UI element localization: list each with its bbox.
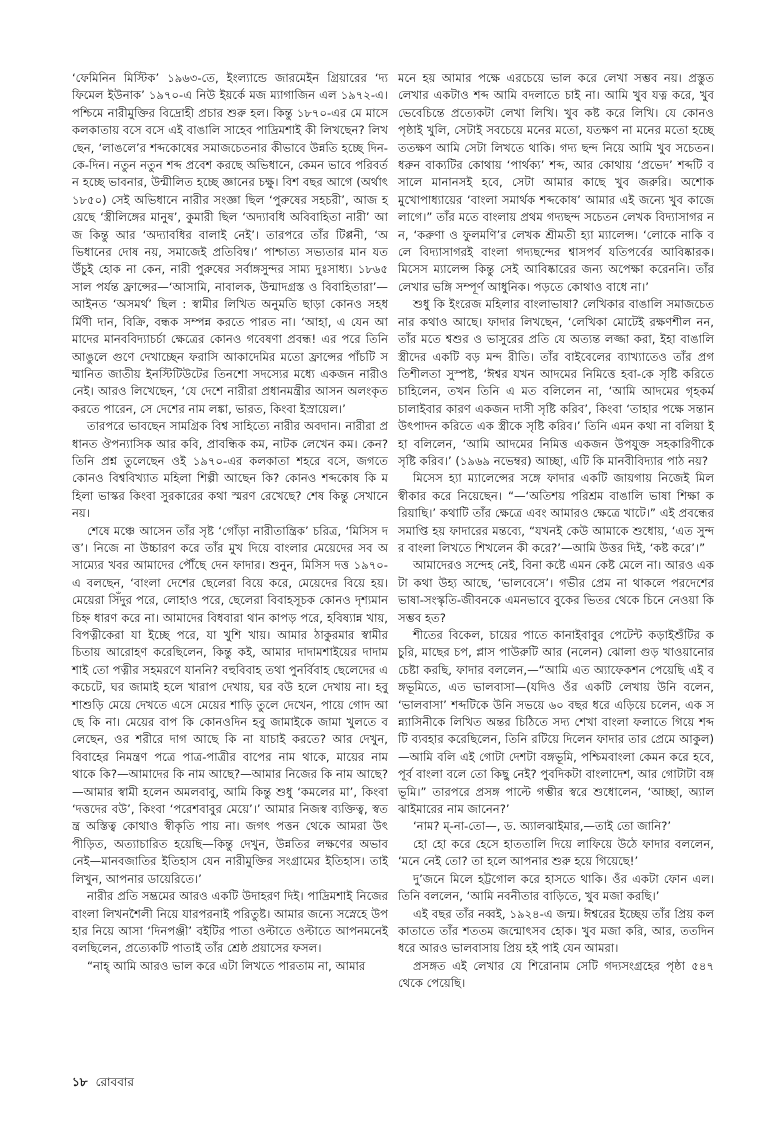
paragraph: মিসেস হ্যা ম্যালেন্সের সঙ্গে ফাদার একটি জায়গায় নিজেই মিল স্বীকার করে নিয়েছেন। “—‘অতিশয় পরিশ্রম বাঙালি ভাষা শিক্ষা করিয়াছি।’ কথাটি তাঁর ক্ষেত্রে এবং আমারও ক্ষেত্রে খাটে।” এই প্রবন্ধের সমাপ্তি হয় ফাদারের মন্তব্যে, “যখনই কেউ আমাকে শুধোয়, ‘এত সুন্দর বাংলা লিখতে শিখলেন কী করে?’—আমি উত্তর দিই, ‘কষ্ট করে’।” <box>398 471 714 555</box>
paragraph: শীতের বিকেল, চায়ের পাতে কানাইবাবুর পেটেন্ট কড়াইশুঁটির কচুরি, মাছের চপ, প্লাস পাউরুটি আর (নলেন) ঝোলা গুড় খাওয়ানোর চেষ্টা করছি, ফাদার বললেন,—“আমি এত অ্যাফেকশন পেয়েছি এই বঙ্গভূমিতে, এত ভালবাসা—(যদিও ওঁর একটি লেখায় উনি বলেন, ‘ভালবাসা’ শব্দটিকে উনি সভয়ে ৬০ বছর ধরে এড়িয়ে চলেন, এক সন্ন্যাসিনীকে লিখিত অন্তর চিঠিতে সদ্য শেখা বাংলা ফলাতে গিয়ে শব্দটি ব্যবহার করেছিলেন, তিনি রটিয়ে দিলেন ফাদার তার প্রেমে আকুল)—আমি বলি এই গোটা দেশটা বঙ্গভূমি, পশ্চিমবাংলা কেমন করে হবে, পূর্ব বাংলা বলে তো কিছু নেই? পুবদিকটা বাংলাদেশ, আর গোটাটা বঙ্গভূমি।” তারপরে প্রসঙ্গ পাল্টে গম্ভীর স্বরে শুধোলেন, ‘আচ্ছা, অ্যালঝাইমারের নাম জানেন?’ <box>398 628 714 817</box>
paragraph: তারপরে ভাবছেন সামগ্রিক বিশ্ব সাহিত্যে নারীর অবদান। নারীরা প্রধানত ঔপন্যাসিক আর কবি, প্রাবন্ধিক কম, নাটক লেখেন কম। কেন? তিনি প্রশ্ন তুলেছেন ওই ১৯৭০-এর কলকাতা শহরে বসে, জগতে কোনও বিশ্ববিখ্যাত মহিলা শিল্পী আছেন কি? কোনও শব্দকোষ কি মহিলা ভাস্কর কিংবা সুরকারের কথা স্মরণ রেখেছে? শেষ কিন্তু সেখানে নয়। <box>72 419 388 521</box>
paragraph: দু’জনে মিলে হট্টগোল করে হাসতে থাকি। ওঁর একটা ফোন এল। তিনি বললেন, ‘আমি নবনীতার বাড়িতে, খুব মজা করছি।’ <box>398 871 714 904</box>
paragraph: প্রসঙ্গত এই লেখার যে শিরোনাম সেটি গদ্যসংগ্রহের পৃষ্ঠা ৫৪৭ থেকে পেয়েছি। <box>398 958 714 991</box>
page-number: ১৮ <box>72 1075 88 1089</box>
paragraph: মনে হয় আমার পক্ষে এরচেয়ে ভাল করে লেখা সম্ভব নয়। প্রস্তুত লেখার একটাও শব্দ আমি বদলাতে চাই না। আমি খুব যত্ন করে, খুব ভেবেচিন্তে প্রত্যেকটা লেখা লিখি। খুব কষ্ট করে লিখি। যে কোনও পৃষ্ঠাই খুলি, সেটাই সবচেয়ে মনের মতো, যতক্ষণ না মনের মতো হচ্ছে ততক্ষণ আমি সেটা লিখতে থাকি। গদ্য ছন্দ নিয়ে আমি খুব সচেতন। ধরুন বাক্যটির কোথায় ‘পার্থক্য’ শব্দ, আর কোথায় ‘প্রভেদ’ শব্দটি বসালে মানানসই হবে, সেটা আমার কাছে খুব জরুরি। অশোক মুখোপাধ্যায়ের ‘বাংলা সমার্থক শব্দকোষ’ আমার এই জন্যে খুব কাজে লাগে।” তাঁর মতে বাংলায় প্রথম গদ্যছন্দ সচেতন লেখক বিদ্যাসাগর নন, ‘করুণা ও ফুলমণি’র লেখক শ্রীমতী হ্যা ম্যালেন্স। ‘লোকে নাকি বলে বিদ্যাসাগরই বাংলা গদ্যছন্দের শ্বাসপর্ব যতিপর্বের আবিষ্কারক। মিসেস ম্যালেন্স কিন্তু সেই আবিষ্কারের জন্য অপেক্ষা করেননি। তাঁর লেখার ভঙ্গি সম্পূর্ণ আধুনিক। পড়তে কোথাও বাধে না।’ <box>398 71 714 294</box>
paragraph: হো হো করে হেসে হাততালি দিয়ে লাফিয়ে উঠে ফাদার বললেন, ‘মনে নেই তো? তা হলে আপনার শুরু হয়ে গিয়েছে!’ <box>398 836 714 869</box>
paragraph: শেষে মঞ্চে আসেন তাঁর সৃষ্ট ‘গোঁড়া নারীতান্ত্রিক’ চরিত্র, ‘মিসিস দত্ত’। নিজে না উচ্চারণ করে তাঁর মুখ দিয়ে বাংলার মেয়েদের সব অসাম্যের খবর আমাদের পৌঁছে দেন ফাদার। শুনুন, মিসিস দত্ত ১৯৭০-এ বলছেন, ‘বাংলা দেশের ছেলেরা বিয়ে করে, মেয়েদের বিয়ে হয়। মেয়েরা সিঁদুর পরে, লোহাও পরে, ছেলেরা বিবাহসূচক কোনও দৃশ্যমান চিহ্ন ধারণ করে না। আমাদের বিধবারা থান কাপড় পরে, হবিষ্যান্ন খায়, বিপত্নীকেরা যা ইচ্ছে পরে, যা খুশি খায়। আমার ঠাকুরমার স্বামীর চিতায় আরোহণ করেছিলেন, কিন্তু কই, আমার দাদামশাইয়ের দাদামশাই তো পত্নীর সহমরণে যাননি? বহুবিবাহ তথা পুনর্বিবাহ ছেলেদের একচেটে, ঘর জামাই হলে খারাপ দেখায়, ঘর বউ হলে দেখায় না। হবু শাশুড়ি মেয়ে দেখতে এসে মেয়ের শাড়ি তুলে দেখেন, পায়ে গোদ আছে কি না। মেয়ের বাপ কি কোনওদিন হবু জামাইকে জামা খুলতে বলেছেন, ওর শরীরে দাগ আছে কি না যাচাই করতে? আর দেখুন, বিবাহের নিমন্ত্রণ পত্রে পাত্র-পাত্রীর বাপের নাম থাকে, মায়ের নাম থাকে কি?—আমাদের কি নাম আছে?—আমার নিজের কি নাম আছে?—আমার স্বামী হলেন অমলবাবু, আমি কিন্তু শুধু ‘কমলের মা’, কিংবা ‘দত্তদের বউ’, কিংবা ‘পরেশবাবুর মেয়ে’।’ আমার নিজস্ব ব্যক্তিত্ব, স্বতন্ত্র অস্তিত্ব কোথাও স্বীকৃতি পায় না। জগৎ পত্তন থেকে আমরা উৎপীড়িত, অত্যাচারিত হয়েছি—কিন্তু দেখুন, উন্নতির লক্ষণের অভাব নেই—মানবজাতির ইতিহাস যেন নারীমুক্তির সংগ্রামের ইতিহাস। তাই লিখুন, আপনার ডায়েরিতে।’ <box>72 523 388 886</box>
paragraph: এই বছর তাঁর নব্বই, ১৯২৪-এ জন্ম। ঈশ্বরের ইচ্ছেয় তাঁর প্রিয় কলকাতাতে তাঁর শততম জন্মোৎসব হোক। খুব মজা করি, আর, ততদিন ধরে আরও ভালবাসায় প্রিয় হই পাই যেন আমরা। <box>398 906 714 956</box>
publication-name: রোববার <box>95 1075 134 1089</box>
paragraph: ‘ফেমিনিন মিস্টিক’ ১৯৬৩-তে, ইংল্যান্ডে জারমেইন গ্রিয়ারের ‘দ্য ফিমেল ইউনাক’ ১৯৭০-এ নিউ ইয়র্কে মজ ম্যাগাজিন এল ১৯৭২-এ। পশ্চিমে নারীমুক্তির বিদ্রোহী প্রচার শুরু হল। কিন্তু ১৮৭০-এর মে মাসে কলকাতায় বসে বসে এই বাঙালি সাহেব পাদ্রিমশাই কী লিখছেন? লিখছেন, ‘লাঙলে’র শব্দকোষের সমাজচেতনার কীভাবে উন্নতি হচ্ছে দিন-কে-দিন। নতুন নতুন শব্দ প্রবেশ করছে অভিধানে, কেমন ভাবে পরিবর্তন হচ্ছে ভাবনার, উন্মীলিত হচ্ছে জ্ঞানের চক্ষু। বিশ বছর আগে (অর্থাৎ ১৮৫০) সেই অভিধানে নারীর সংজ্ঞা ছিল ‘পুরুষের সহচরী’, আজ হয়েছে ‘স্ত্রীলিঙ্গের মানুষ’, কুমারী ছিল ‘অদ্যাবধি অবিবাহিতা নারী’ আজ কিন্তু আর ‘অদ্যাবধির বালাই নেই’। তারপরে তাঁর টিপ্পনী, ‘অভিধানের দোষ নয়, সমাজেই প্রতিবিম্ব।’ পাশ্চাত্য সভ্যতার মান যত উঁচুই হোক না কেন, নারী পুরুষের সর্বাঙ্গসুন্দর সাম্য দুঃসাধ্য। ১৮৬৫ সাল পর্যন্ত ফ্রান্সের—‘আসামি, নাবালক, উন্মাদগ্রস্ত ও বিবাহিতারা’—আইনত ‘অসমর্থ’ ছিল : স্বামীর লিখিত অনুমতি ছাড়া কোনও সহধর্মিণী দান, বিক্রি, বন্ধক সম্পন্ন করতে পারত না। ‘আহা, এ যেন আমাদের মানববিদ্যাচর্চা ক্ষেত্রের কোনও গবেষণা প্রবন্ধ! এর পরে তিনি আঙুলে গুণে দেখাচ্ছেন ফরাসি আকাদেমির মতো ফ্রান্সের পাঁচটি সম্মানিত জাতীয় ইনস্টিটিউটের তিনশো সদস্যের মধ্যে একজন নারীও নেই। আরও লিখেছেন, ‘যে দেশে নারীরা প্রধানমন্ত্রীর আসন অলংকৃত করতে পারেন, সে দেশের নাম লঙ্কা, ভারত, কিংবা ইস্রায়েল।’ <box>72 71 388 416</box>
paragraph: আমাদেরও সন্দেহ নেই, বিনা কষ্টে এমন কেষ্ট মেলে না। আরও একটা কথা উহ্য আছে, ‘ভালবেসে’। গভীর প্রেম না থাকলে পরদেশের ভাষা-সংস্কৃতি-জীবনকে এমনভাবে বুকের ভিতর থেকে চিনে নেওয়া কি সম্ভব হত? <box>398 558 714 625</box>
page-footer <box>72 1074 134 1094</box>
paragraph: শুধু কি ইংরেজ মহিলার বাংলাভাষা? লেখিকার বাঙালি সমাজচেতনার কথাও আছে। ফাদার লিখছেন, ‘লেখিকা মোটেই রক্ষণশীল নন, তাঁর মতে শ্বশুর ও ভাসুরের প্রতি যে অত্যন্ত লজ্জা করা, ইহা বাঙালি স্ত্রীদের একটি বড় মন্দ রীতি। তাঁর বাইবেলের ব্যাখ্যাতেও তাঁর প্রগতিশীলতা সুস্পষ্ট, ‘ঈশ্বর যখন আদমের নিমিত্তে হবা-কে সৃষ্টি করিতে চাহিলেন, তখন তিনি এ মত বলিলেন না, ‘আমি আদমের গৃহকর্ম চালাইবার কারণ একজন দাসী সৃষ্টি করিব’, কিংবা ‘তাহার পক্ষে সন্তান উৎপাদন করিতে এক স্ত্রীকে সৃষ্টি করিব।’ তিনি এমন কথা না বলিয়া ইহা বলিলেন, ‘আমি আদমের নিমিত্ত একজন উপযুক্ত সহকারিণীকে সৃষ্টি করিব।’ (১৯৬৯ নভেম্বর) আচ্ছা, এটি কি মানবীবিদ্যার পাঠ নয়? <box>398 297 714 468</box>
left-column <box>72 70 388 975</box>
right-column <box>398 70 714 993</box>
paragraph: ‘নাম? ম্-না-তো—, ড. অ্যালঝাইমার,—তাই তো জানি?’ <box>413 819 672 834</box>
paragraph: “নাহ্ আমি আরও ভাল করে এটা লিখতে পারতাম না, আমার <box>87 958 366 973</box>
paragraph: নারীর প্রতি সম্ভ্রমের আরও একটি উদাহরণ দিই। পাদ্রিমশাই নিজের বাংলা লিখনশৈলী নিয়ে যারপরনাই পরিতুষ্ট। আমার জন্যে সস্নেহে উপহার নিয়ে আসা ‘দিনপঞ্জী’ বইটির পাতা ওল্টাতে ওল্টাতে আপনমনেই বলছিলেন, প্রত্যেকটি পাতাই তাঁর শ্রেষ্ঠ প্রয়াসের ফসল। <box>72 889 388 956</box>
